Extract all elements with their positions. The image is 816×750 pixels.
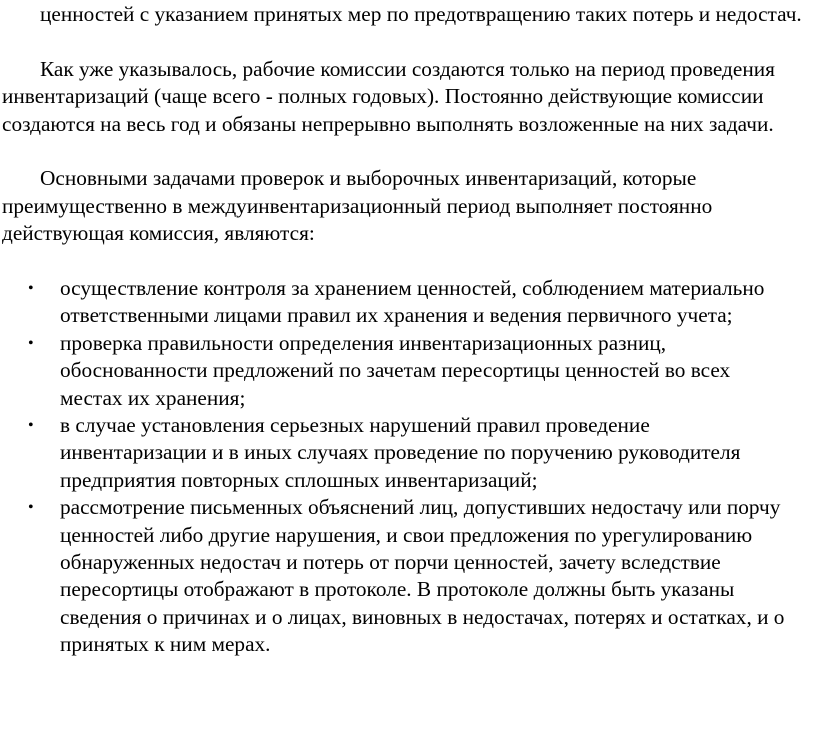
list-item-text: проверка правильности определения инвентаризационных разниц, обоснованности предложений по зачетам пересортицы ценностей во всех местах их хранения; xyxy=(60,330,731,410)
list-item-text: в случае установления серьезных нарушений правил проведение инвентаризации и в иных случаях проведение по поручению руководителя предприятия повторных сплошных инвентаризаций; xyxy=(60,413,741,492)
bullet-icon: • xyxy=(28,280,34,298)
bullet-icon: • xyxy=(28,417,34,435)
list-item-text: осуществление контроля за хранением ценностей, соблюдением материально ответственными лицами правил их хранения и ведения первичного учета; xyxy=(60,276,765,328)
task-list xyxy=(0,275,816,659)
paragraph-gap xyxy=(0,138,816,165)
list-item xyxy=(0,494,816,658)
paragraph-gap xyxy=(0,248,816,275)
list-item xyxy=(0,412,816,494)
paragraph-gap xyxy=(0,28,816,55)
paragraph-2: Как уже указывалось, рабочие комиссии создаются только на период проведения инвентаризаций (чаще всего - полных годовых). Постоянно действующие комиссии создаются на весь год и обязаны непрерывно выполнять возложенные на них задачи. xyxy=(2,56,775,136)
bullet-icon: • xyxy=(28,334,34,352)
list-item-text: рассмотрение письменных объяснений лиц, допустивших недостачу или порчу ценностей либо другие нарушения, и свои предложения по урегулированию обнаруженных недостач и потерь от порчи ценностей, зачету вследствие пересортицы отображают в протоколе. В протоколе должны быть указаны сведения о причинах и о лицах, виновных в недостачах, потерях и остатках, и о принятых к ним мерах. xyxy=(60,495,785,657)
paragraph-3: Основными задачами проверок и выборочных инвентаризаций, которые преимущественно в междуинвентаризационный период выполняет постоянно действующая комиссия, являются: xyxy=(2,166,713,246)
paragraph-1: ценностей с указанием принятых мер по предотвращению таких потерь и недостач. xyxy=(40,2,802,26)
list-item xyxy=(0,330,816,412)
bullet-icon: • xyxy=(28,499,34,517)
list-item xyxy=(0,275,816,330)
